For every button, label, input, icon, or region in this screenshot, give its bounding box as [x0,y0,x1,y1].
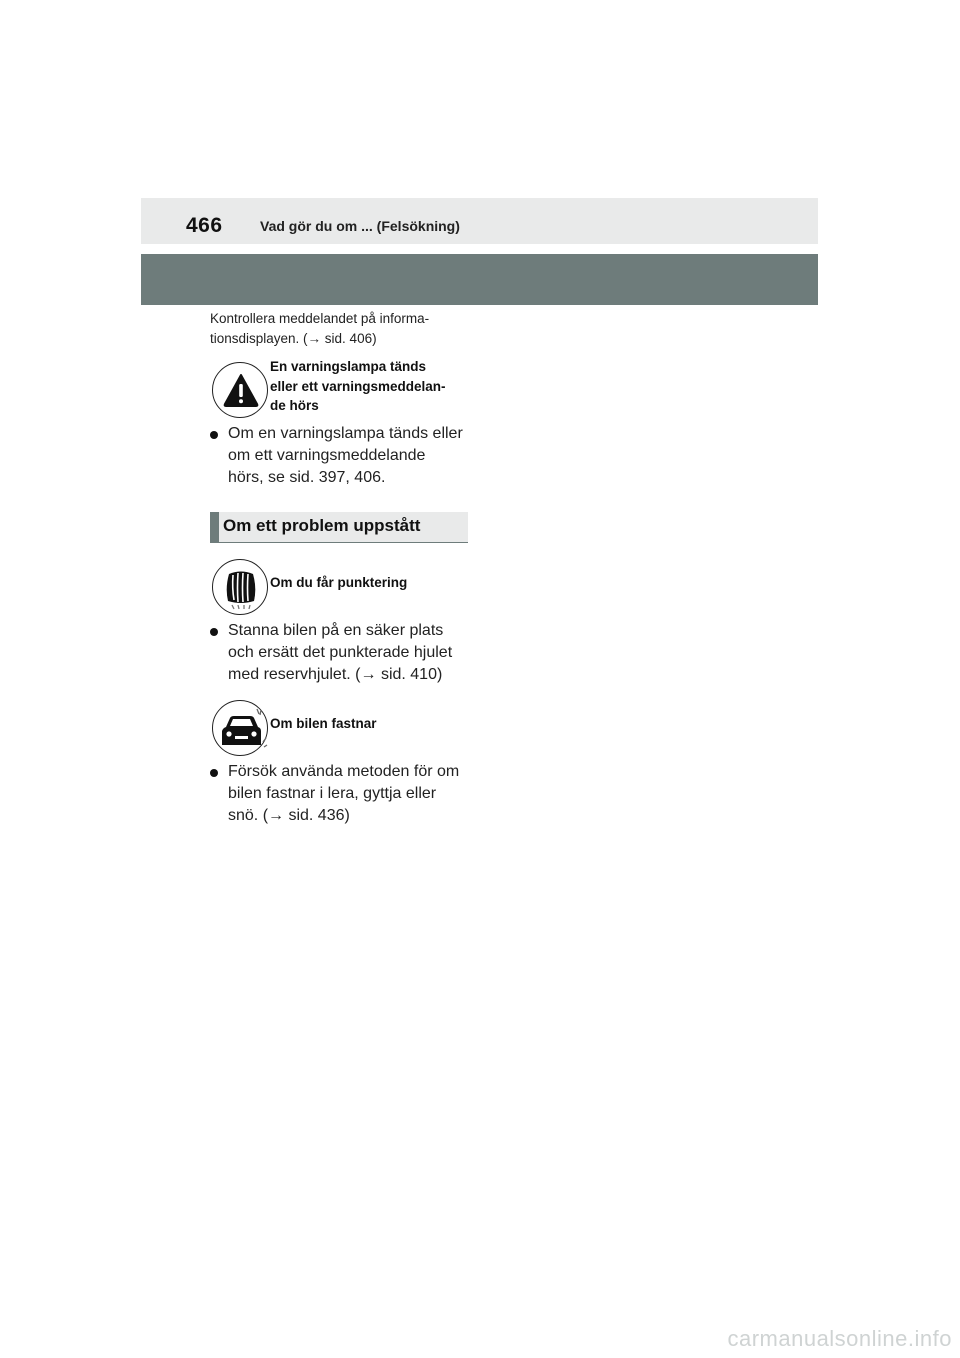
section-heading-accent [210,512,219,542]
footer-watermark: carmanualsonline.info [727,1326,952,1351]
page-number: 466 [186,214,223,237]
warning-label-line-2: eller ett varningsmeddelan- [270,378,446,394]
stuck-bullet-line-2: bilen fastnar i lera, gyttja eller [228,785,437,802]
flat-tire-icon [212,559,268,615]
header-bar [141,198,818,244]
warning-label-line-1: En varningslampa tänds [270,359,427,374]
bullet-dot [210,628,218,636]
warning-bullet [210,423,472,489]
warning-bullet-line-3: hörs, se sid. 397, 406. [228,469,386,486]
section-heading-text: Om ett problem uppstått [223,516,421,535]
intro-line-2: tionsdisplayen. (→ sid. 406) [210,331,377,346]
section-heading [210,512,468,543]
intro-line-1: Kontrollera meddelandet på informa- [210,311,430,326]
intro-text [210,309,460,349]
warning-label-line-3: de hörs [270,398,319,413]
flat-tire-bullet-line-2: och ersätt det punkterade hjulet [228,644,453,661]
stuck-bullet-line-3: snö. (→ sid. 436) [228,807,350,824]
flat-tire-bullet [210,620,472,686]
warning-triangle-icon [212,362,268,418]
warning-bullet-line-1: Om en varningslampa tänds eller [228,425,463,442]
bullet-dot [210,769,218,777]
flat-tire-bullet-line-1: Stanna bilen på en säker plats [228,622,444,639]
header-band [141,254,818,305]
warning-label [270,357,470,416]
bullet-dot [210,431,218,439]
warning-bullet-line-2: om ett varningsmeddelande [228,447,426,464]
stuck-bullet-line-1: Försök använda metoden för om [228,763,460,780]
flat-tire-bullet-line-3: med reservhjulet. (→ sid. 410) [228,666,443,683]
stuck-bullet [210,761,472,827]
flat-tire-label: Om du får punktering [270,575,408,590]
chapter-title: Vad gör du om ... (Felsökning) [260,218,460,234]
stuck-car-icon [212,700,268,756]
stuck-label: Om bilen fastnar [270,716,377,731]
